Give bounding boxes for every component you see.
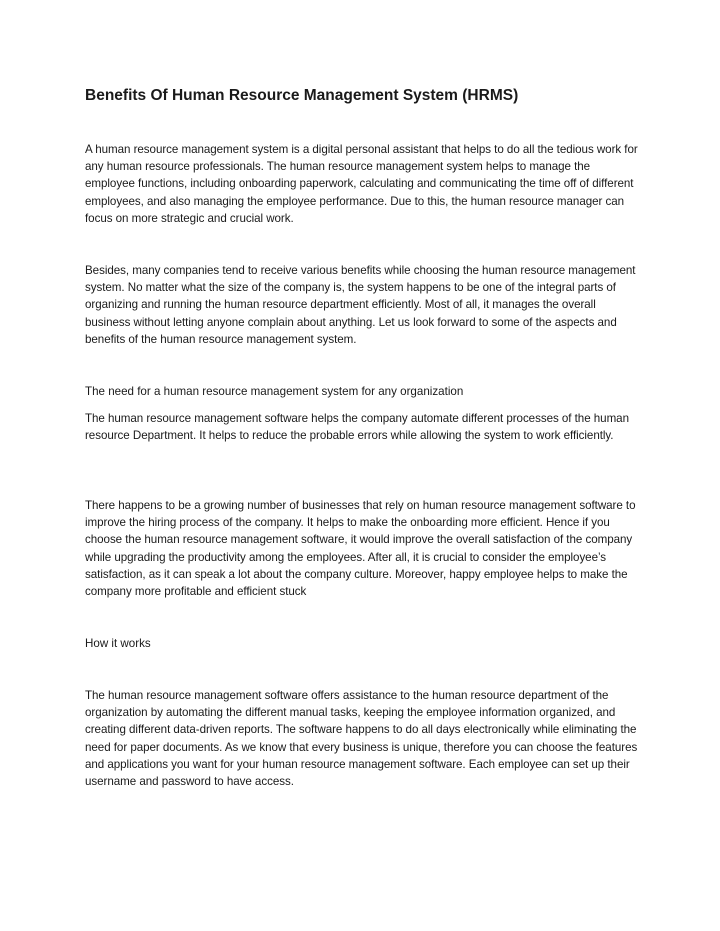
paragraph-benefits: Besides, many companies tend to receive various benefits while choosing the human resource management system. No matter what the size of the company is, the system happens to be one of the integral parts of organizing and running the human resource department efficiently. Most of all, it manages the overall business without letting anyone complain about anything. Let us look forward to some of the aspects and benefits of the human resource management system.	[85, 264, 636, 346]
heading-need: The need for a human resource management system for any organization	[85, 385, 464, 398]
document-title: Benefits Of Human Resource Management System (HRMS)	[85, 87, 519, 104]
paragraph-intro: A human resource management system is a digital personal assistant that helps to do all the tedious work for any human resource professionals. The human resource management system helps to manage the employee functions, including onboarding paperwork, calculating and communicating the time off of different employees, and also managing the employee performance. Due to this, the human resource manager can focus on more strategic and crucial work.	[85, 143, 638, 225]
paragraph-automation: The human resource management software helps the company automate different processes of the human resource Department. It helps to reduce the probable errors while allowing the system to work efficiently.	[85, 412, 629, 443]
paragraph-how-it-works: The human resource management software offers assistance to the human resource department of the organization by automating the different manual tasks, keeping the employee information organized, and creating different data-driven reports. The software happens to do all days electronically while eliminating the need for paper documents. As we know that every business is unique, therefore you can choose the features and applications you want for your human resource management software. Each employee can set up their username and password to have access.	[85, 689, 638, 789]
paragraph-hiring: There happens to be a growing number of businesses that rely on human resource management software to improve the hiring process of the company. It helps to make the onboarding more efficient. Hence if you choose the human resource management software, it would improve the overall satisfaction of the company while upgrading the productivity among the employees. After all, it is crucial to consider the employee’s satisfaction, as it can speak a lot about the company culture. Moreover, happy employee helps to make the company more profitable and efficient stuck	[85, 499, 636, 599]
heading-how-it-works: How it works	[85, 637, 151, 650]
